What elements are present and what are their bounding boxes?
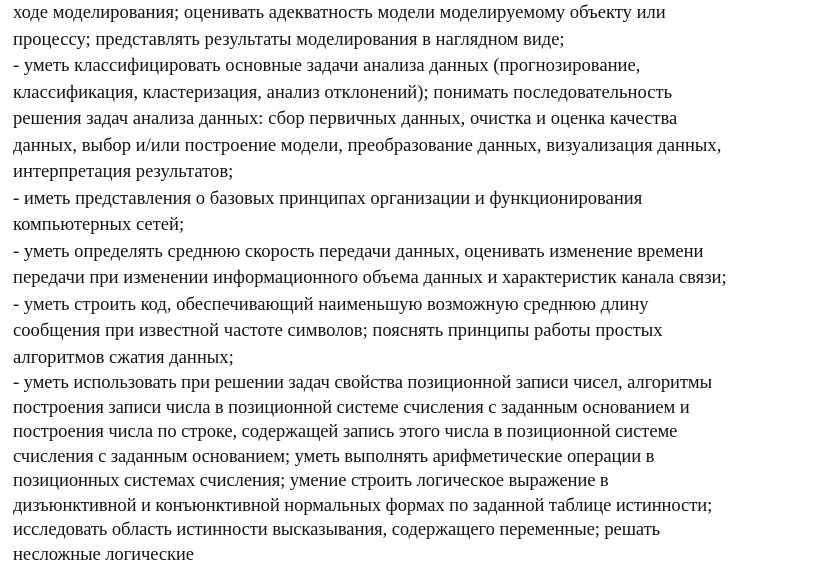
text-line: несложные логические bbox=[13, 543, 194, 565]
text-line: построения числа по строке, содержащей запись этого числа в позиционной системе bbox=[13, 421, 678, 442]
document-page bbox=[13, 0, 813, 567]
text-line: построения записи числа в позиционной системе счисления с заданным основанием и bbox=[13, 396, 690, 418]
text-line: исследовать область истинности высказывания, содержащего переменные; решать bbox=[13, 519, 660, 540]
text-line: - уметь классифицировать основные задачи анализа данных (прогнозирование, bbox=[13, 55, 641, 76]
text-line: счисления с заданным основанием; уметь выполнять арифметические операции в bbox=[13, 445, 655, 467]
text-line: решения задач анализа данных: сбор первичных данных, очистка и оценка качества bbox=[13, 108, 678, 129]
text-block-upper bbox=[13, 0, 813, 371]
text-line: сообщения при известной частоте символов; пояснять принципы работы простых bbox=[13, 320, 663, 341]
text-block-lower bbox=[13, 371, 813, 567]
text-line: компьютерных сетей; bbox=[13, 214, 185, 235]
text-line: - уметь определять среднюю скорость передачи данных, оценивать изменение времени bbox=[13, 240, 704, 262]
text-line: ходе моделирования; оценивать адекватность модели моделируемому объекту или bbox=[13, 2, 666, 23]
text-line: передачи при изменении информационного объема данных и характеристик канала связи; bbox=[13, 267, 727, 288]
text-line: интерпретация результатов; bbox=[13, 161, 234, 182]
text-line: дизъюнктивной и конъюнктивной нормальных формах по заданной таблице истинности; bbox=[13, 494, 713, 516]
text-line: позиционных системах счисления; умение строить логическое выражение в bbox=[13, 470, 609, 491]
text-line: классификация, кластеризация, анализ отклонений); понимать последовательность bbox=[13, 81, 673, 103]
text-line: алгоритмов сжатия данных; bbox=[13, 346, 234, 368]
text-line: - уметь использовать при решении задач свойства позиционной записи чисел, алгоритмы bbox=[13, 372, 712, 393]
text-line: - иметь представления о базовых принципах организации и функционирования bbox=[13, 187, 643, 209]
text-line: процессу; представлять результаты моделирования в наглядном виде; bbox=[13, 28, 565, 50]
text-line: данных, выбор и/или построение модели, преобразование данных, визуализация данных, bbox=[13, 134, 722, 156]
text-line: - уметь строить код, обеспечивающий наименьшую возможную среднюю длину bbox=[13, 293, 649, 315]
